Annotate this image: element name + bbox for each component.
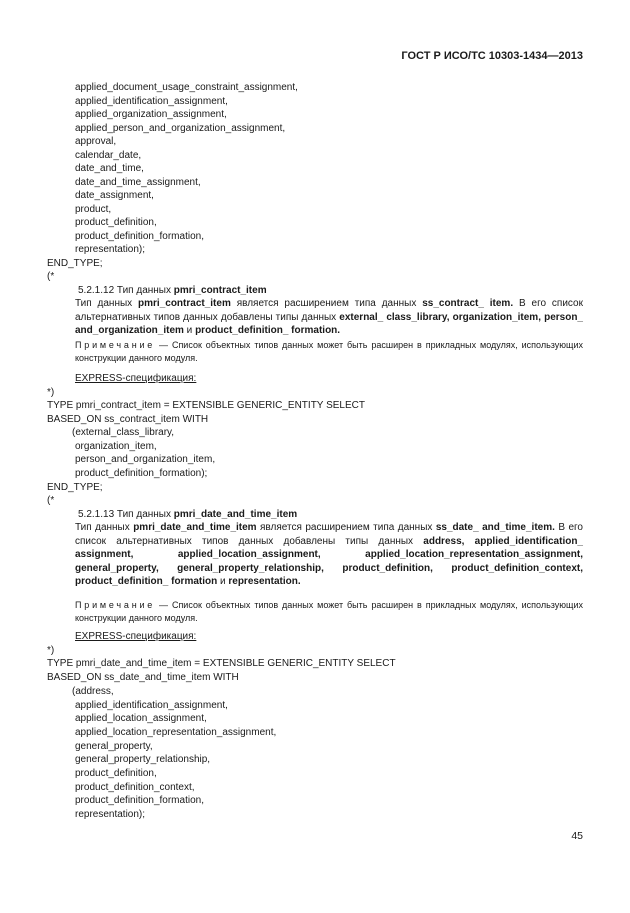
code-list-item: general_property_relationship, <box>75 754 211 765</box>
para-bold: product_definition_ formation. <box>195 325 341 337</box>
code-based-line: BASED_ON ss_date_and_time_item WITH <box>47 671 239 683</box>
heading-prefix: 5.2.1.12 Тип данных <box>78 284 174 296</box>
para-text: Тип данных <box>75 522 134 533</box>
list-item: applied_identification_assignment, <box>75 95 228 107</box>
para-bold: pmri_date_and_time_item <box>133 522 257 533</box>
para-text: является расширением типа данных <box>256 522 436 533</box>
list-item: applied_document_usage_constraint_assignment, <box>75 82 298 93</box>
code-list-item: applied_location_assignment, <box>75 713 207 724</box>
code-list-item: product_definition, <box>75 768 157 779</box>
note-text: — Список объектных типов данных может быть расширен в прикладных модулях, использующих конструкции данного модуля. <box>75 600 583 623</box>
para-text: является расширением типа данных <box>230 298 423 309</box>
code-list-item: organization_item, <box>75 440 157 452</box>
code-list-item: product_definition_context, <box>75 781 195 793</box>
comment-close: *) <box>47 386 55 398</box>
code-list-item: general_property, <box>75 740 153 752</box>
code-list-item: product_definition_formation, <box>75 795 204 806</box>
para-text: Тип данных <box>75 298 139 309</box>
note-paragraph <box>47 339 583 364</box>
para-bold: address, applied_identification_ assignment, applied_location_assignment, applied_location_representation_assignment, general_property, general_property_relationship, product_definition, product_definition_context, product_definition_ formation <box>75 535 583 588</box>
para-bold: ss_contract_ item. <box>422 298 514 309</box>
heading-type-name: pmri_contract_item <box>173 284 267 296</box>
comment-open: (* <box>47 495 55 506</box>
comment-close: *) <box>47 644 55 656</box>
para-text: В его список альтернативных типов данных добавлены типы данных <box>75 522 583 547</box>
code-type-line: TYPE pmri_date_and_time_item = EXTENSIBLE GENERIC_ENTITY SELECT <box>47 658 396 669</box>
description-paragraph <box>47 521 583 589</box>
para-text: и <box>217 576 229 588</box>
code-type-line: TYPE pmri_contract_item = EXTENSIBLE GENERIC_ENTITY SELECT <box>47 400 365 411</box>
code-list-item: product_definition_formation); <box>75 467 208 479</box>
list-item: date_and_time, <box>75 163 144 174</box>
para-bold: pmri_contract_item <box>138 298 231 309</box>
para-text: В его список альтернативных типов данных добавлены типы данных <box>75 298 583 323</box>
heading-prefix: 5.2.1.13 Тип данных <box>78 508 174 520</box>
para-text: и <box>183 325 196 337</box>
end-type: END_TYPE; <box>47 257 103 269</box>
code-list-item: representation); <box>75 808 146 820</box>
section-heading <box>78 284 267 298</box>
list-item: date_assignment, <box>75 190 154 201</box>
list-item: representation); <box>75 244 146 255</box>
list-item: product_definition, <box>75 217 157 228</box>
list-item: product, <box>75 203 112 215</box>
note-label: Примечание <box>75 340 156 350</box>
end-type: END_TYPE; <box>47 481 103 493</box>
list-item: approval, <box>75 136 117 147</box>
para-bold: external_ class_library, organization_item, person_ and_organization_item <box>75 311 583 337</box>
note-label: Примечание <box>75 600 156 610</box>
list-item: product_definition_formation, <box>75 230 204 242</box>
para-bold: ss_date_ and_time_item. <box>435 522 555 533</box>
code-list-item: (external_class_library, <box>72 427 175 438</box>
list-item: date_and_time_assignment, <box>75 176 201 188</box>
code-based-line: BASED_ON ss_contract_item WITH <box>47 413 209 425</box>
code-list-item: person_and_organization_item, <box>75 454 216 465</box>
heading-type-name: pmri_date_and_time_item <box>173 508 298 520</box>
description-paragraph <box>47 297 583 338</box>
section-heading <box>78 508 297 522</box>
list-item: calendar_date, <box>75 149 142 161</box>
code-list-item: applied_identification_assignment, <box>75 699 228 711</box>
express-label: EXPRESS-спецификация: <box>75 631 197 642</box>
code-list-item: (address, <box>72 686 114 697</box>
page-number: 45 <box>571 830 583 842</box>
para-bold: representation. <box>228 576 301 588</box>
list-item: applied_person_and_organization_assignment, <box>75 122 286 134</box>
standard-header: ГОСТ Р ИСО/ТС 10303-1434—2013 <box>401 50 583 62</box>
list-item: applied_organization_assignment, <box>75 109 227 120</box>
note-paragraph <box>47 599 583 624</box>
code-list-item: applied_location_representation_assignment, <box>75 727 277 738</box>
comment-open: (* <box>47 271 55 282</box>
express-label: EXPRESS-спецификация: <box>75 373 197 384</box>
note-text: — Список объектных типов данных может быть расширен в прикладных модулях, использующих конструкции данного модуля. <box>75 340 583 363</box>
